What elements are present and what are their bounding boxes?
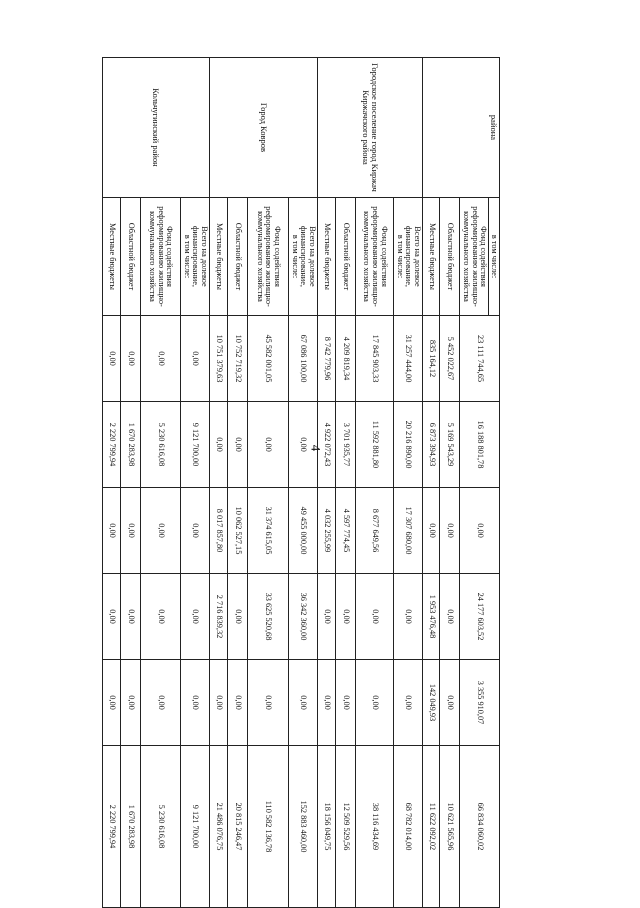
total-cell: 10 621 565,96 xyxy=(440,746,460,908)
value-cell: 8 742 779,96 xyxy=(318,316,336,402)
value-cell: 33 625 520,68 xyxy=(247,574,288,660)
total-cell: 152 883 460,00 xyxy=(288,746,317,908)
value-cell: 0,00 xyxy=(460,488,500,574)
value-cell: 0,00 xyxy=(227,660,247,746)
funding-source-label: Областной бюджет xyxy=(233,222,243,291)
funding-source-cell xyxy=(394,198,423,316)
value-cell: 0,00 xyxy=(356,660,394,746)
value-cell: 4 209 819,34 xyxy=(336,316,356,402)
total-cell: 110 582 136,78 xyxy=(247,746,288,908)
value-cell: 0,00 xyxy=(102,574,120,660)
value-cell: 23 111 744,65 xyxy=(460,316,500,402)
total-cell: 9 121 700,00 xyxy=(180,746,209,908)
value-cell: 0,00 xyxy=(180,488,209,574)
value-cell: 0,00 xyxy=(288,402,317,488)
funding-source-label: Областной бюджет xyxy=(126,222,136,291)
value-cell: 31 257 444,00 xyxy=(394,316,423,402)
value-cell: 835 164,12 xyxy=(423,316,440,402)
area-name-cell: Город Ковров xyxy=(209,58,317,198)
value-cell: 4 922 072,43 xyxy=(318,402,336,488)
funding-source-label: Фонд содействия реформированию жилищно-коммунального хозяйства xyxy=(148,206,175,307)
total-cell: 38 116 434,69 xyxy=(356,746,394,908)
value-cell: 0,00 xyxy=(120,574,140,660)
funding-source-label: Фонд содействия реформированию жилищно-коммунального хозяйства xyxy=(255,206,283,307)
funding-source-label: Всего на долевое финансирование, xyxy=(404,226,423,287)
value-cell: 0,00 xyxy=(394,574,423,660)
value-cell: 6 873 394,93 xyxy=(423,402,440,488)
funding-source-cell xyxy=(460,198,500,316)
value-cell: 0,00 xyxy=(180,574,209,660)
total-cell: 68 782 014,00 xyxy=(394,746,423,908)
table-body xyxy=(102,58,499,908)
value-cell: 16 188 801,78 xyxy=(460,402,500,488)
total-cell: 18 156 049,75 xyxy=(318,746,336,908)
value-cell: 0,00 xyxy=(102,488,120,574)
total-cell: 11 622 092,02 xyxy=(423,746,440,908)
value-cell: 0,00 xyxy=(440,574,460,660)
page-number: 4 xyxy=(308,444,324,452)
value-cell: 3 701 935,77 xyxy=(336,402,356,488)
value-cell: 0,00 xyxy=(209,660,227,746)
value-cell: 17 307 680,00 xyxy=(394,488,423,574)
funding-source-cell xyxy=(140,198,180,316)
value-cell: 0,00 xyxy=(356,574,394,660)
funding-source-label: Фонд содействия реформированию жилищно-коммунального хозяйства xyxy=(362,206,389,307)
subhead-label: в том числе: xyxy=(395,234,405,279)
value-cell: 67 086 100,00 xyxy=(288,316,317,402)
total-cell: 1 670 283,98 xyxy=(120,746,140,908)
value-cell: 0,00 xyxy=(120,488,140,574)
value-cell: 1 953 476,48 xyxy=(423,574,440,660)
funding-source-label: Местные бюджеты xyxy=(214,223,224,290)
funding-source-label: Местные бюджеты xyxy=(107,223,117,290)
table-row xyxy=(180,58,209,908)
funding-source-cell xyxy=(227,198,247,316)
value-cell: 2 716 839,32 xyxy=(209,574,227,660)
rotated-table-container xyxy=(107,57,500,907)
value-cell: 0,00 xyxy=(140,488,180,574)
value-cell: 0,00 xyxy=(440,660,460,746)
value-cell: 0,00 xyxy=(336,660,356,746)
funding-source-cell xyxy=(356,198,394,316)
funding-source-cell xyxy=(120,198,140,316)
value-cell: 0,00 xyxy=(140,316,180,402)
value-cell: 4 597 774,45 xyxy=(336,488,356,574)
value-cell: 9 121 700,00 xyxy=(180,402,209,488)
value-cell: 20 216 890,00 xyxy=(394,402,423,488)
value-cell: 0,00 xyxy=(440,488,460,574)
value-cell: 0,00 xyxy=(227,402,247,488)
subhead-label: в том числе: xyxy=(182,234,192,279)
funding-source-label: Местные бюджеты xyxy=(322,223,332,290)
value-cell: 10 752 719,32 xyxy=(227,316,247,402)
value-cell: 0,00 xyxy=(120,316,140,402)
funding-source-label: Всего на долевое финансирование, xyxy=(299,226,318,287)
funding-source-cell xyxy=(318,198,336,316)
funding-source-cell xyxy=(288,198,317,316)
value-cell: 0,00 xyxy=(288,660,317,746)
value-cell: 0,00 xyxy=(423,488,440,574)
value-cell: 2 220 799,94 xyxy=(102,402,120,488)
value-cell: 5 452 022,67 xyxy=(440,316,460,402)
value-cell: 11 592 881,80 xyxy=(356,402,394,488)
total-cell: 20 815 246,47 xyxy=(227,746,247,908)
value-cell: 142 049,93 xyxy=(423,660,440,746)
value-cell: 0,00 xyxy=(336,574,356,660)
value-cell: 0,00 xyxy=(209,402,227,488)
value-cell: 8 017 857,80 xyxy=(209,488,227,574)
funding-source-cell xyxy=(440,198,460,316)
area-name-cell: Кольчугинский район xyxy=(102,58,209,198)
funding-source-label: Местные бюджеты xyxy=(427,223,437,290)
funding-source-cell xyxy=(102,198,120,316)
value-cell: 0,00 xyxy=(318,574,336,660)
value-cell: 0,00 xyxy=(102,316,120,402)
subhead-label: в том числе: xyxy=(290,234,300,279)
table-row xyxy=(394,58,423,908)
value-cell: 0,00 xyxy=(318,660,336,746)
total-cell: 5 230 616,08 xyxy=(140,746,180,908)
table-row xyxy=(288,58,317,908)
subhead-label: в том числе: xyxy=(488,198,498,315)
value-cell: 10 751 379,63 xyxy=(209,316,227,402)
funding-source-label: Областной бюджет xyxy=(341,222,351,291)
value-cell: 5 169 543,29 xyxy=(440,402,460,488)
total-cell: 21 486 076,75 xyxy=(209,746,227,908)
funding-source-cell xyxy=(336,198,356,316)
value-cell: 0,00 xyxy=(180,660,209,746)
value-cell: 3 355 910,07 xyxy=(460,660,500,746)
area-name-cell: района xyxy=(423,58,500,198)
value-cell: 10 062 527,15 xyxy=(227,488,247,574)
value-cell: 17 845 903,33 xyxy=(356,316,394,402)
value-cell: 5 230 616,08 xyxy=(140,402,180,488)
area-name-cell: Городское поселение город Киржач Киржачского района xyxy=(318,58,423,198)
financing-table xyxy=(102,57,500,908)
table-row xyxy=(460,58,500,908)
funding-source-cell xyxy=(247,198,288,316)
value-cell: 36 342 360,00 xyxy=(288,574,317,660)
value-cell: 31 374 615,05 xyxy=(247,488,288,574)
value-cell: 4 032 255,99 xyxy=(318,488,336,574)
funding-source-cell xyxy=(209,198,227,316)
value-cell: 0,00 xyxy=(180,316,209,402)
value-cell: 0,00 xyxy=(120,660,140,746)
value-cell: 0,00 xyxy=(102,660,120,746)
funding-source-label: Фонд содействия реформированию жилищно-коммунального хозяйства xyxy=(461,206,489,307)
funding-source-label: Областной бюджет xyxy=(446,222,456,291)
funding-source-label: Всего на долевое финансирование, xyxy=(191,226,209,287)
funding-source-cell xyxy=(423,198,440,316)
value-cell: 0,00 xyxy=(247,402,288,488)
value-cell: 8 677 649,56 xyxy=(356,488,394,574)
value-cell: 1 670 283,98 xyxy=(120,402,140,488)
total-cell: 2 220 799,94 xyxy=(102,746,120,908)
total-cell: 66 834 060,02 xyxy=(460,746,500,908)
value-cell: 0,00 xyxy=(140,660,180,746)
value-cell: 45 582 001,05 xyxy=(247,316,288,402)
funding-source-cell xyxy=(180,198,209,316)
value-cell: 0,00 xyxy=(247,660,288,746)
value-cell: 24 177 603,52 xyxy=(460,574,500,660)
total-cell: 12 509 529,56 xyxy=(336,746,356,908)
value-cell: 0,00 xyxy=(140,574,180,660)
value-cell: 49 455 000,00 xyxy=(288,488,317,574)
value-cell: 0,00 xyxy=(227,574,247,660)
value-cell: 0,00 xyxy=(394,660,423,746)
